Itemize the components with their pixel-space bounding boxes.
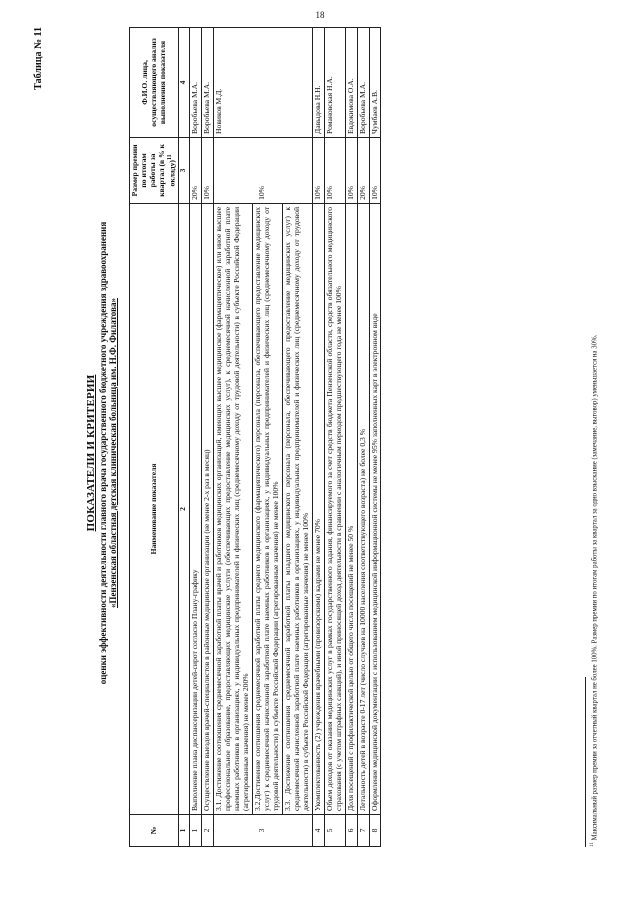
- indicator-name: 3.3. Достижение соотношения среднемесячной заработной платы младшего медицинского персонала (персонала, обеспечивающего предоставление медицинских услуг) к среднемесячной начисленной заработной плате наемных работников в организациях, у индивидуальных предпринимателей и физических лиц (среднемесячному доходу от трудовой деятельности) в субъекте Российской Федерации (агрегированные значения) не менее 100%: [282, 203, 312, 814]
- page-number: 18: [315, 10, 325, 20]
- table-row: [312, 28, 324, 847]
- responsible-person: Евдокимова О.А.: [345, 28, 357, 138]
- footnote: [590, 27, 598, 847]
- bonus-percent: 10%: [202, 137, 214, 203]
- row-number: 3: [214, 815, 313, 847]
- table-row: [202, 28, 214, 847]
- bonus-percent: 10%: [324, 137, 345, 203]
- bonus-percent: 20%: [190, 137, 202, 203]
- header-bonus: [130, 137, 179, 203]
- footnote-separator: [585, 677, 586, 847]
- row-number: 2: [202, 815, 214, 847]
- landscape-page: [25, 27, 615, 879]
- row-number: 8: [369, 815, 381, 847]
- column-number: 2: [179, 203, 190, 814]
- table-row: [214, 28, 253, 847]
- column-number: 4: [179, 28, 190, 138]
- indicator-name: Объем доходов от оказания медицинских услуг в рамках государственного задания, финансируемого за счет средств бюджета Пензенской области, средств обязательного медицинского страхования (с учетом штрафных санкций), и иной приносящей доход деятельности в сравнении с аналогичным периодом предшествующего года не менее 100%: [324, 203, 345, 814]
- header-name: Наименование показателя: [130, 203, 179, 814]
- header-bonus-text: Размер премии по итогам работы за квартал (в % к окладу): [130, 144, 177, 197]
- responsible-person: Новиков М.Д.: [214, 28, 313, 138]
- title-block: [85, 27, 118, 879]
- indicator-name: Доля посещений с профилактической целью от общего числа посещений не менее 50 %: [345, 203, 357, 814]
- indicator-name: 3.1. Достижение соотношения среднемесячной заработной платы врачей и работников медицинских организаций, имеющих высшее медицинское (фармацевтическое) или иное высшее профессиональное образование, предоставляющих медицинские услуги (обеспечивающих предоставление медицинских услуг), к среднемесячной начисленной заработной плате наемных работников в организациях, у индивидуальных предпринимателей и физических лиц (среднемесячному доходу от трудовой деятельности) в субъекте Российской Федерации (агрегированные значения) не менее 200%: [214, 203, 253, 814]
- indicator-name: Выполнение плана диспансеризации детей-сирот согласно Плану-графику: [190, 203, 202, 814]
- indicator-name: 3.2.Достижение соотношения среднемесячной заработной платы среднего медицинского (фармацевтического) персонала (персонала, обеспечивающего предоставление медицинских услуг) к среднемесячной начисленной заработной плате наемных работников в организациях, у индивидуальных предпринимателей и физических лиц (среднемесячному доходу от трудовой деятельности) в субъекте Российской Федерации (агрегированные значения) не менее 100%: [253, 203, 283, 814]
- criteria-table: [129, 27, 381, 847]
- row-number: 6: [345, 815, 357, 847]
- table-label: Таблица № 11: [33, 27, 44, 90]
- table-row: [369, 28, 381, 847]
- row-number: 5: [324, 815, 345, 847]
- title-subtitle: оценки эффективности деятельности главного врача государственного бюджетного учреждения здравоохранения: [98, 221, 108, 685]
- bonus-percent: 10%: [369, 137, 381, 203]
- row-number: 1: [190, 815, 202, 847]
- column-number: 1: [179, 815, 190, 847]
- header-row: [130, 28, 179, 847]
- indicator-name: Летальность детей в возрасте 0-17 лет (число случаев на 10000 населения соответствующего возраста) не более 0,3 %: [357, 203, 369, 814]
- footnote-mark: 11: [590, 842, 595, 847]
- table-row: [345, 28, 357, 847]
- column-number: 3: [179, 137, 190, 203]
- title-main: ПОКАЗАТЕЛИ И КРИТЕРИИ: [85, 374, 97, 532]
- indicator-name: Укомплектованность (2) учреждения врачебными (провизорскими) кадрами не менее 70%: [312, 203, 324, 814]
- responsible-person: Чумбаев А.В.: [369, 28, 381, 138]
- table-row: [324, 28, 345, 847]
- row-number: 4: [312, 815, 324, 847]
- table-row: [190, 28, 202, 847]
- header-bonus-footnote-mark: 11: [166, 154, 173, 161]
- indicator-name: Оформление медицинской документации с использованием медицинской информационной системы не менее 95% заполненных карт в электронном виде: [369, 203, 381, 814]
- column-number-row: [179, 28, 190, 847]
- responsible-person: Воробьева М.А.: [357, 28, 369, 138]
- responsible-person: Воробьева М.А.: [202, 28, 214, 138]
- bonus-percent: 10%: [345, 137, 357, 203]
- row-number: 7: [357, 815, 369, 847]
- bonus-percent: 10%: [312, 137, 324, 203]
- responsible-person: Воробьева М.А.: [190, 28, 202, 138]
- footnote-text: Максимальный размер премии за отчетный квартал не более 100%. Размер премии по итогам работы за квартал за одно взыскание (замечание, выговор) уменьшается на 30%.: [591, 334, 599, 841]
- header-no: №: [130, 815, 179, 847]
- bonus-percent: 10%: [214, 137, 313, 203]
- title-organization: «Пензенская областная детская клиническая больница им. Н.Ф. Филатова»: [108, 298, 118, 608]
- responsible-person: Романовская Н.А.: [324, 28, 345, 138]
- indicator-name: Осуществление выездов врачей-специалистов в районные медицинские организации (не менее 2-х раз в месяц): [202, 203, 214, 814]
- bonus-percent: 20%: [357, 137, 369, 203]
- responsible-person: Давыдова Н.Н.: [312, 28, 324, 138]
- header-person: Ф.И.О. лица, осуществляющего анализ выполнения показателя: [130, 28, 179, 138]
- table-row: [357, 28, 369, 847]
